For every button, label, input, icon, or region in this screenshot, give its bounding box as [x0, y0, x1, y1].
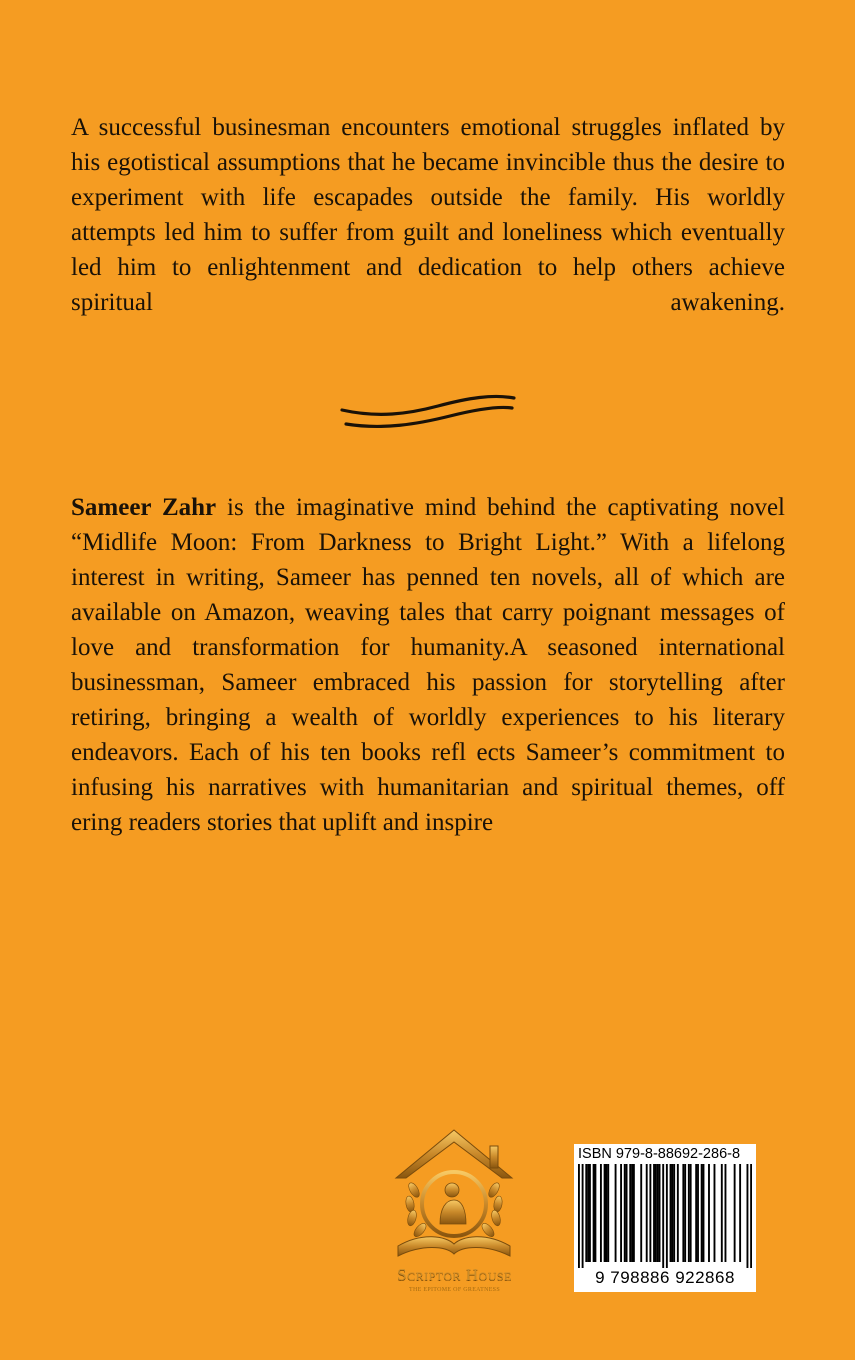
barcode-bar	[721, 1164, 723, 1262]
barcode-bar	[620, 1164, 622, 1262]
barcode-bar	[624, 1164, 626, 1262]
barcode-bar	[578, 1164, 580, 1268]
barcode-bar	[690, 1164, 692, 1262]
barcode-bar	[714, 1164, 716, 1262]
barcode-bar	[631, 1164, 633, 1262]
isbn-label: ISBN 979-8-88692-286-8	[578, 1146, 741, 1162]
barcode-bar	[708, 1164, 710, 1262]
barcode-bar	[666, 1164, 668, 1268]
barcode-bar	[649, 1164, 651, 1262]
barcode-bar	[671, 1164, 673, 1262]
barcode-bar	[585, 1164, 587, 1262]
barcode-bar	[646, 1164, 648, 1262]
barcode-bar	[657, 1164, 659, 1262]
barcode-bar	[670, 1164, 672, 1262]
barcode-bar	[659, 1164, 661, 1262]
barcode-bar	[607, 1164, 609, 1262]
author-bio-text: is the imaginative mind behind the captivating novel “Midlife Moon: From Darkness to Bright Light.” With a lifelong interest in writing, Sameer has penned ten novels, all of which are available on Amazon, weaving tales that carry poignant messages of love and transformation for humanity.A seasoned international businessman, Sameer embraced his passion for storytelling after retiring, bringing a wealth of worldly experiences to his literary endeavors. Each of his ten books refl ects Sameer’s commitment to infusing his narratives with humanitarian and spiritual themes, off ering readers stories that uplift and inspire	[71, 494, 785, 836]
barcode-bar	[615, 1164, 617, 1262]
barcode-bar	[655, 1164, 657, 1262]
barcode-bar	[682, 1164, 684, 1262]
barcode-bar	[587, 1164, 589, 1262]
barcode-bar	[582, 1164, 584, 1268]
barcode-bar	[629, 1164, 631, 1262]
barcode-bars-icon	[578, 1164, 752, 1268]
publisher-name: Scriptor House	[397, 1265, 512, 1284]
barcode-bar	[747, 1164, 749, 1268]
barcode-bar	[589, 1164, 591, 1262]
barcode-digits: 9 798886 922868	[595, 1268, 735, 1287]
barcode-bar	[703, 1164, 705, 1262]
publisher-tagline: THE EPITOME OF GREATNESS	[409, 1287, 500, 1293]
barcode-bar	[594, 1164, 596, 1262]
barcode-bar	[739, 1164, 741, 1262]
book-blurb: A successful businesman encounters emotional struggles inflated by his egotistical assumptions that he became invincible thus the desire to experiment with life escapades outside the family. His worldly attempts led him to suffer from guilt and loneliness which eventually led him to enlightenment and dedication to help others achieve spiritual awakening.	[71, 114, 785, 316]
barcode-bar	[653, 1164, 655, 1262]
swash-divider-icon	[338, 388, 518, 434]
barcode-bar	[626, 1164, 628, 1262]
barcode-bar	[673, 1164, 675, 1262]
barcode-bar	[688, 1164, 690, 1262]
barcode-bar	[640, 1164, 642, 1262]
barcode-bar	[605, 1164, 607, 1262]
barcode-bar	[633, 1164, 635, 1262]
barcode-bar	[725, 1164, 727, 1262]
barcode-bar	[662, 1164, 664, 1268]
barcode-bar	[604, 1164, 606, 1262]
barcode-bar	[695, 1164, 697, 1262]
barcode-bar	[697, 1164, 699, 1262]
isbn-barcode	[574, 1144, 756, 1292]
barcode-bar	[593, 1164, 595, 1262]
barcode-bar	[701, 1164, 703, 1262]
author-bio	[71, 490, 785, 840]
barcode-bar	[750, 1164, 752, 1268]
author-name: Sameer Zahr	[71, 494, 217, 521]
barcode-bar	[684, 1164, 686, 1262]
barcode-bar	[734, 1164, 736, 1262]
barcode-bar	[600, 1164, 602, 1262]
barcode-bar	[677, 1164, 679, 1262]
